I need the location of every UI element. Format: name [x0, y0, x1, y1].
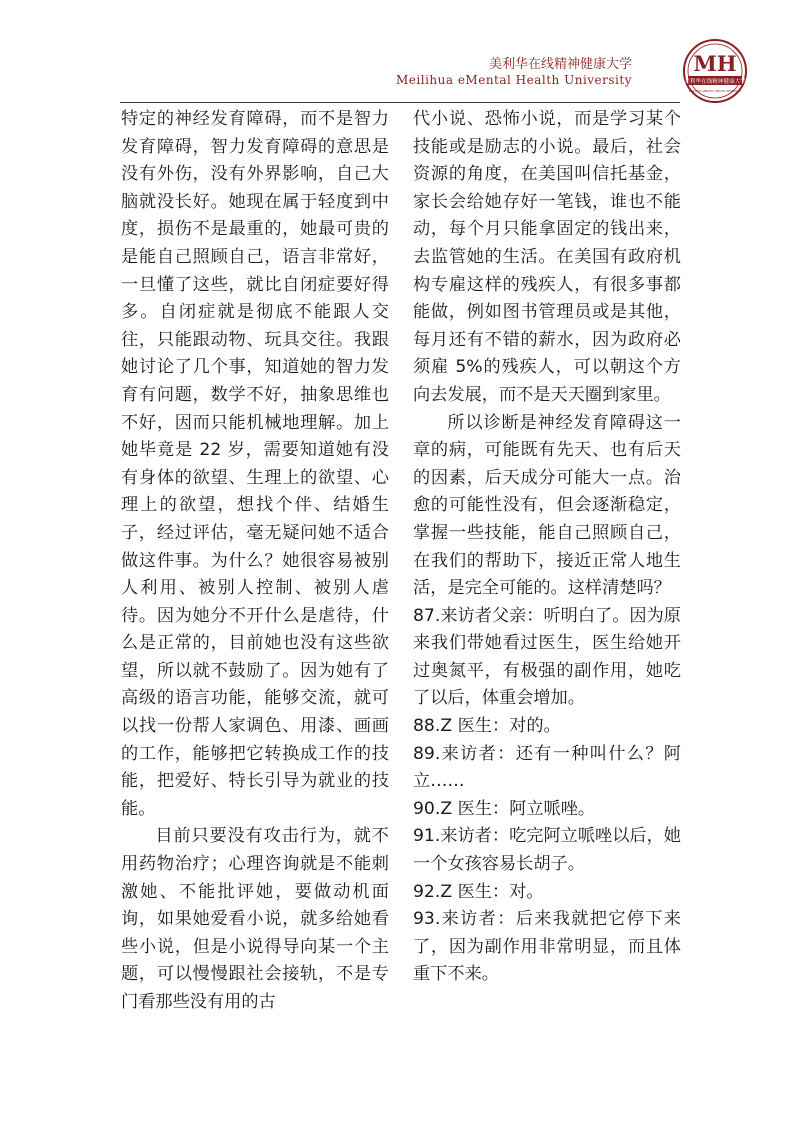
dialogue-line: 92.Z 医生：对。: [413, 881, 544, 902]
dialogue-line: 93.来访者：后来我就把它停下来了，因为副作用非常明显，而且体重下不来。: [413, 909, 681, 985]
dialogue-line: 88.Z 医生：对的。: [413, 716, 561, 737]
institution-name-chinese: 美利华在线精神健康大学: [488, 57, 632, 72]
dialogue-line: 91.来访者：吃完阿立哌唑以后，她一个女孩容易长胡子。: [413, 826, 681, 875]
page-header: [0, 0, 800, 104]
institution-name-english: Meilihua eMental Health University: [396, 73, 632, 87]
header-divider: [120, 102, 680, 103]
left-text-column: [121, 106, 389, 1017]
dialogue-line: 90.Z 医生：阿立哌唑。: [413, 798, 596, 819]
university-logo-icon: [682, 38, 748, 104]
paragraph: 所以诊断是神经发育障碍这一章的病，可能既有先天、也有后天的因素，后天成分可能大一点。治愈的可能性没有，但会逐渐稳定，掌握一些技能，能自己照顾自己，在我们的帮助下，接近正常人地生活，是完全可能的。这样清楚吗？: [413, 412, 681, 599]
paragraph: 目前只要没有攻击行为，就不用药物治疗；心理咨询就是不能刺激她、不能批评她，要做动机面询，如果她爱看小说，就多给她看些小说，但是小说得导向某一个主题，可以慢慢跟社会接轨，不是专门看那些没有用的古: [121, 826, 389, 1012]
paragraph: 代小说、恐怖小说，而是学习某个技能或是励志的小说。最后，社会资源的角度，在美国叫信托基金，家长会给她存好一笔钱，谁也不能动，每个月只能拿固定的钱出来，去监管她的生活。在美国有政府机构专雇这样的残疾人，有很多事都能做，例如图书管理员或是其他，每月还有不错的薪水，因为政府必须雇 5%的残疾人，可以朝这个方向去发展，而不是天天圈到家里。: [413, 109, 681, 405]
paragraph: 特定的神经发育障碍，而不是智力发育障碍，智力发育障碍的意思是没有外伤，没有外界影响，自己大脑就没长好。她现在属于轻度到中度，损伤不是最重的，她最可贵的是能自己照顾自己，语言非常好，一旦懂了这些，就比自闭症要好得多。自闭症就是彻底不能跟人交往，只能跟动物、玩具交往。我跟她讨论了几个事，知道她的智力发育有问题，数学不好，抽象思维也不好，因而只能机械地理解。加上她毕竟是 22 岁，需要知道她有没有身体的欲望、生理上的欲望、心理上的欲望，想找个伴、结婚生子，经过评估，毫无疑问她不适合做这件事。为什么？她很容易被别人利用、被别人控制、被别人虐待。因为她分不开什么是虐待，什么是正常的，目前她也没有这些欲望，所以就不鼓励了。因为她有了高级的语言功能，能够交流，就可以找一份帮人家调色、用漆、画画的工作，能够把它转换成工作的技能，把爱好、特长引导为就业的技能。: [121, 109, 389, 819]
dialogue-line: 87.来访者父亲：听明白了。因为原来我们带她看过医生，医生给她开过奥氮平，有极强的副作用，她吃了以后，体重会增加。: [413, 605, 681, 709]
logo-initials: MH: [693, 51, 737, 76]
dialogue-line: 89.来访者：还有一种叫什么？阿立……: [413, 743, 681, 792]
logo-ring-text: 美利华在线精神健康大学: [684, 79, 746, 85]
right-text-column: [413, 106, 681, 989]
logo-sub-text: MEILIHUA eMENTAL HEALTH UNIVERSITY: [688, 90, 742, 93]
